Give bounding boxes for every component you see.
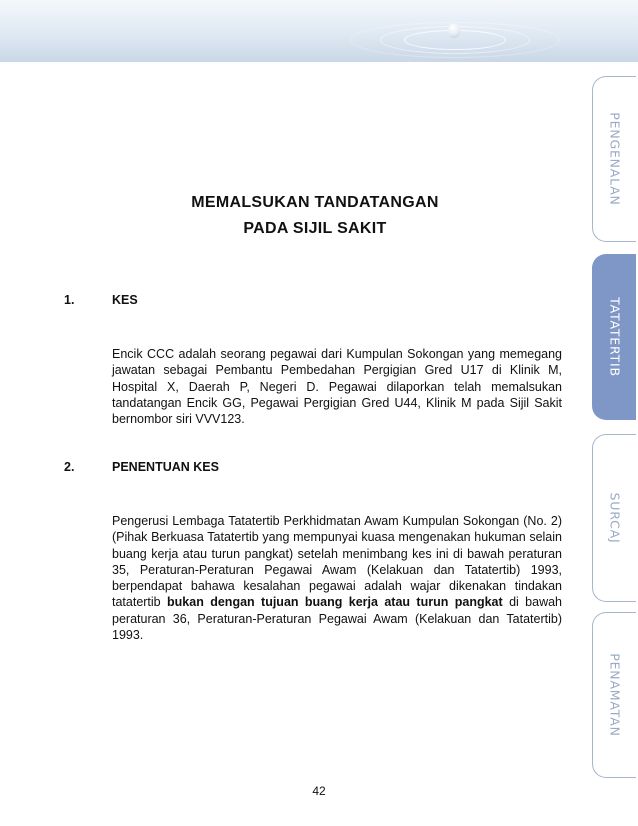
tab-pengenalan[interactable] xyxy=(592,76,636,242)
tab-penamatan[interactable] xyxy=(592,612,636,778)
tab-tatatertib[interactable] xyxy=(592,254,636,420)
section-2-paragraph-text-end: di bawah peraturan 36, Peraturan-Peraturan Pegawai Awam (Kelakuan dan Tatatertib) 1993. xyxy=(112,595,563,643)
page-title-line-2: PADA SIJIL SAKIT xyxy=(243,220,387,237)
tab-pengenalan-label: PENGENALAN xyxy=(607,112,622,206)
section-2-heading: PENENTUAN KES xyxy=(112,460,219,474)
section-2-number: 2. xyxy=(64,460,75,474)
tab-tatatertib-label: TATATERTIB xyxy=(607,297,622,377)
tab-surcaj[interactable] xyxy=(592,434,636,602)
section-2-paragraph-bold: bukan dengan tujuan buang kerja atau turun pangkat xyxy=(167,595,503,610)
tab-surcaj-label: SURCAJ xyxy=(607,492,622,544)
section-1-paragraph: Encik CCC adalah seorang pegawai dari Kumpulan Sokongan yang memegang jawatan sebagai Pembantu Pembedahan Pergigian Gred U17 di Klinik M, Hospital X, Daerah P, Negeri D. Pegawai dilaporkan telah memalsukan tandatangan Encik GG, Pegawai Pergigian Gred U44, Klinik M pada Sijil Sakit bernombor siri VVV123. xyxy=(112,347,562,427)
section-1-heading: KES xyxy=(112,293,138,307)
water-drop-icon xyxy=(448,22,460,38)
page-title-line-1: MEMALSUKAN TANDATANGAN xyxy=(191,194,439,211)
page-number: 42 xyxy=(312,784,326,798)
section-2-paragraph-text: Pengerusi Lembaga Tatatertib Perkhidmatan Awam Kumpulan Sokongan (No. 2) (Pihak Berkuasa Tatatertib yang mempunyai kuasa mengenakan hukuman selain buang kerja atau turun pangkat) setelah menimbang kes ini di bawah peraturan 35, Peraturan-Peraturan Pegawai Awam (Kelakuan dan Tatatertib) 1993, berpendapat bahawa kesalahan pegawai adalah wajar dikenakan tindakan tatatertib xyxy=(112,514,562,610)
header-banner xyxy=(0,0,638,62)
section-1-number: 1. xyxy=(64,293,75,307)
section-2-paragraph xyxy=(112,513,562,643)
tab-penamatan-label: PENAMATAN xyxy=(607,653,622,737)
